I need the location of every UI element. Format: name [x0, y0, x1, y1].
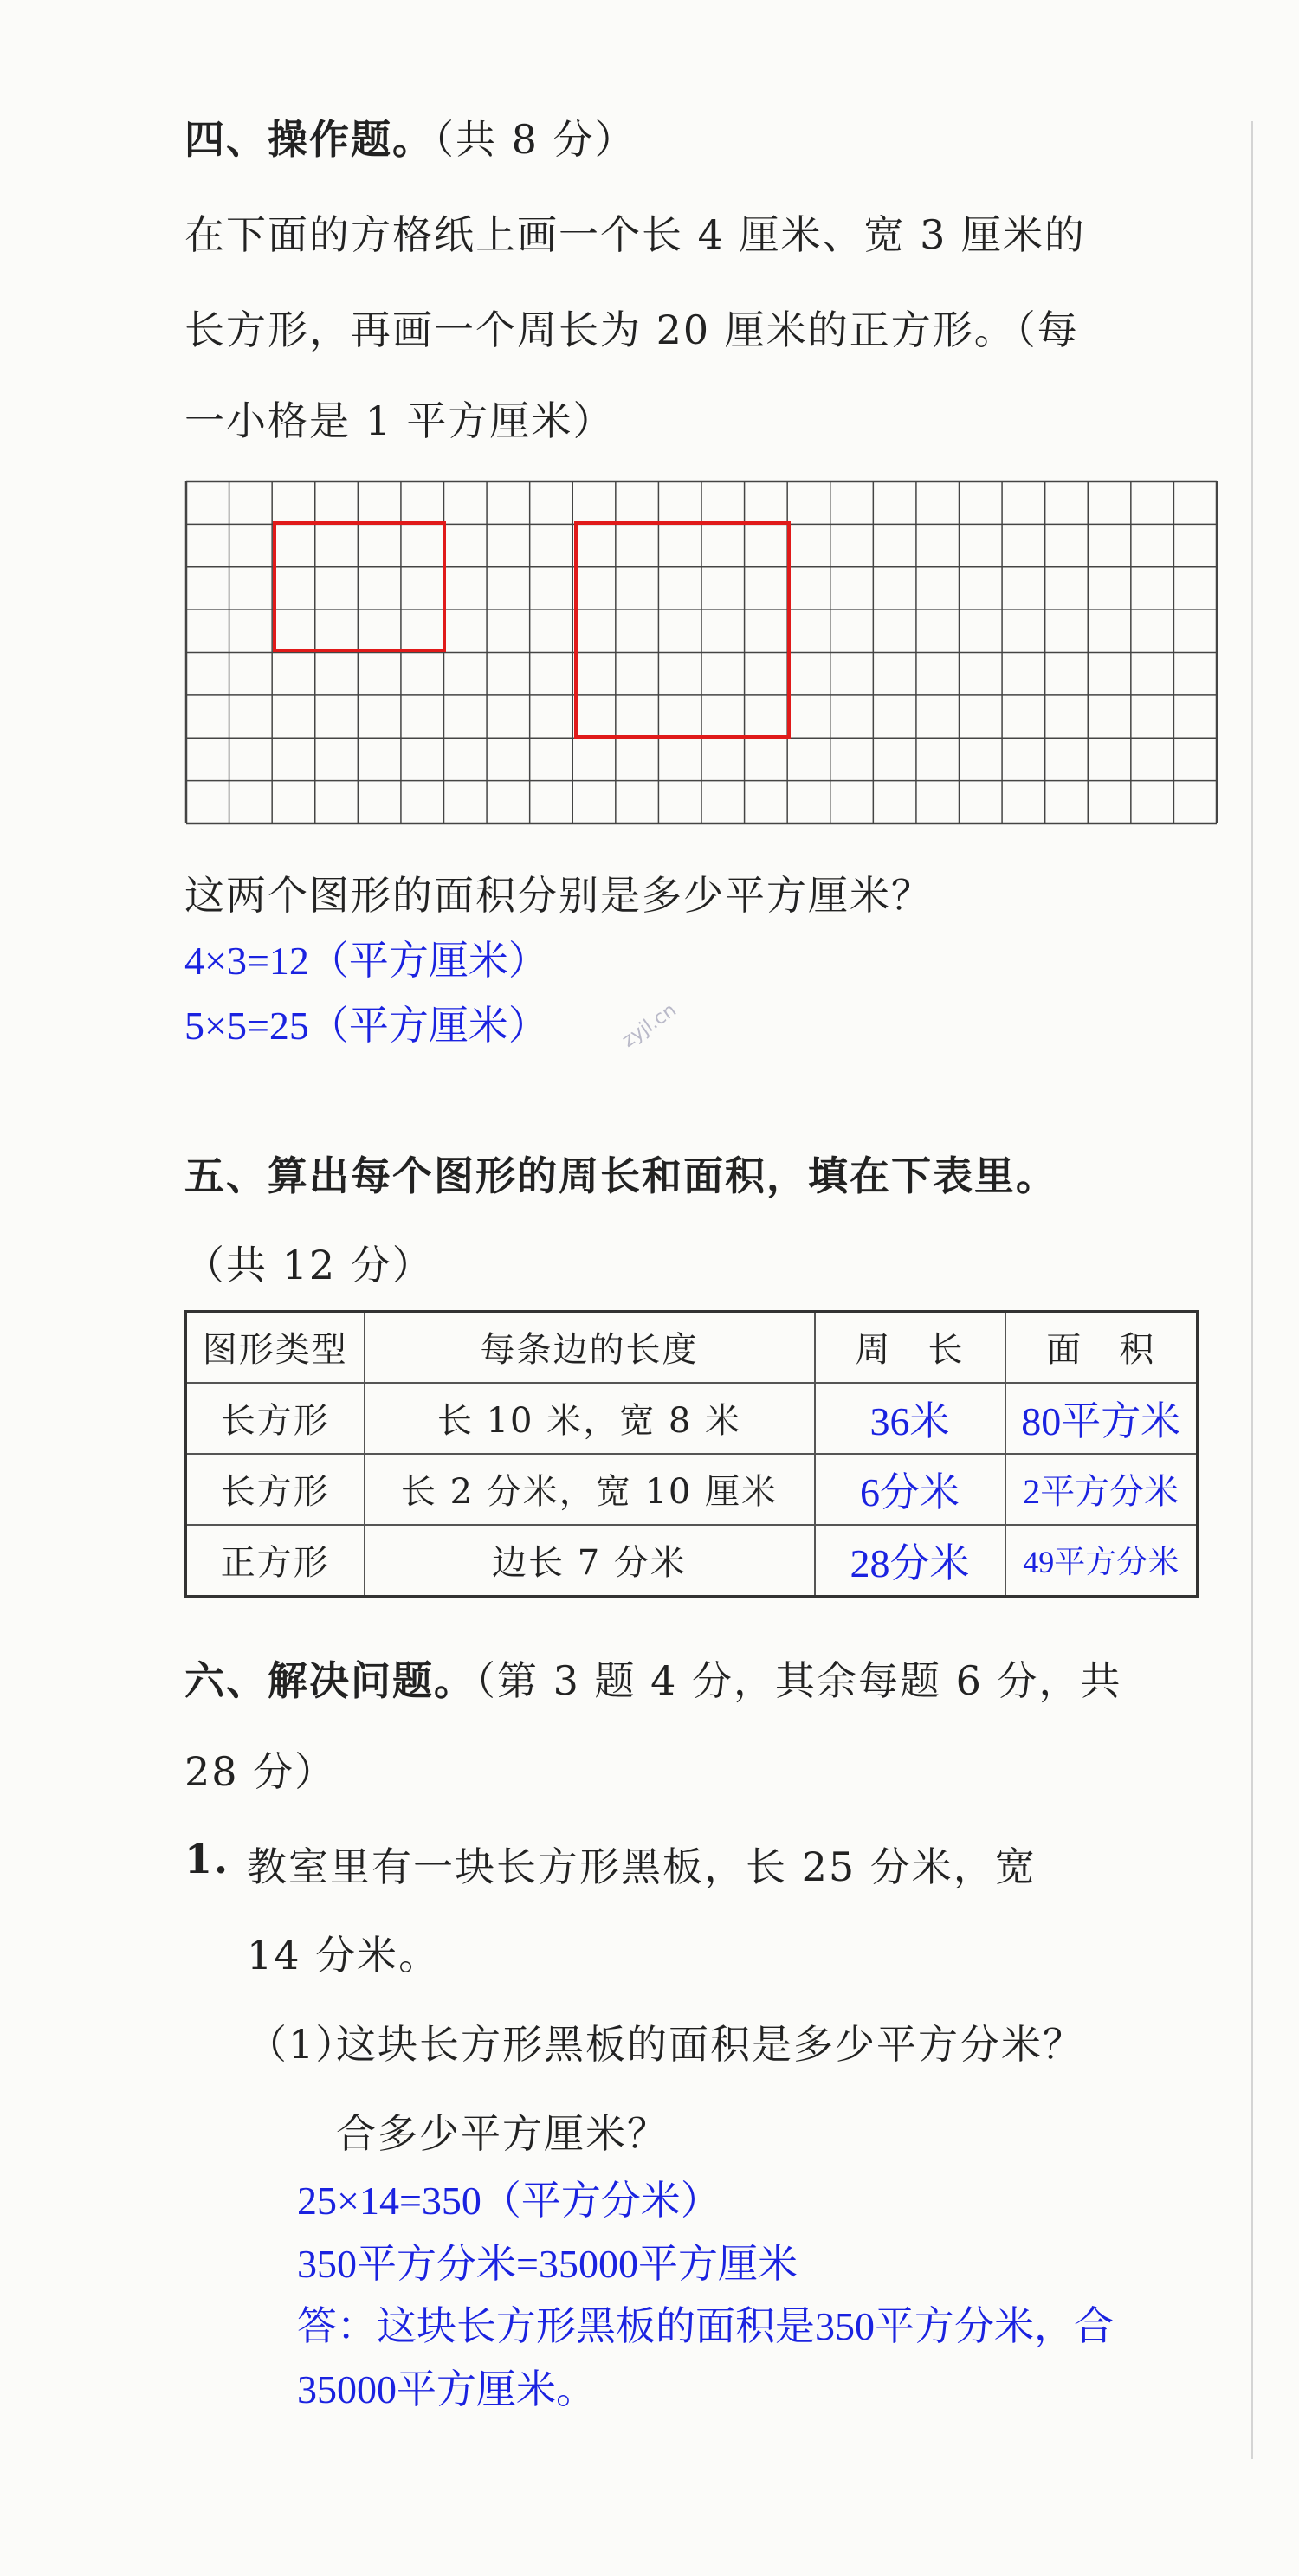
section5-title: 五、算出每个图形的周长和面积，填在下表里。	[184, 1152, 1057, 1199]
section4-line3: 一小格是 1 平方厘米）	[184, 397, 615, 444]
grid-lines	[186, 481, 1217, 823]
table-header-cell: 图形类型	[186, 1312, 365, 1383]
section6-title: 六、解决问题。	[184, 1657, 475, 1704]
section4-line1: 在下面的方格纸上画一个长 4 厘米、宽 3 厘米的	[184, 211, 1087, 258]
perimeter-area-table	[184, 1310, 1199, 1598]
side-length-cell: 长 10 米，宽 8 米	[365, 1383, 815, 1454]
watermark: zyjl.cn	[618, 999, 681, 1052]
area-answer-cell: 49平方分米	[1005, 1525, 1198, 1597]
section4-heading	[184, 108, 637, 165]
question1-line1: 教室里有一块长方形黑板，长 25 分米，宽	[247, 1843, 1037, 1890]
section4-title: 四、操作题。	[184, 116, 434, 163]
shape-type-cell: 长方形	[186, 1383, 365, 1454]
table-header-row	[186, 1312, 1198, 1383]
perimeter-answer-cell: 6分米	[815, 1454, 1005, 1525]
perimeter-answer-cell: 28分米	[815, 1525, 1005, 1597]
table-row	[186, 1383, 1198, 1454]
table-row	[186, 1454, 1198, 1525]
section6-score-line1: （第 3 题 4 分，其余每题 6 分，共	[475, 1657, 1122, 1704]
question1-line2: 14 分米。	[247, 1932, 441, 1979]
area-answer-cell: 80平方米	[1005, 1383, 1198, 1454]
rectangle-shape	[275, 523, 444, 650]
section4-answer2: 5×5=25（平方厘米）	[184, 1004, 548, 1048]
table-header-cell: 面 积	[1005, 1312, 1198, 1383]
square-shape	[576, 523, 789, 737]
table-header-cell: 周 长	[815, 1312, 1005, 1383]
grid-paper	[184, 480, 1219, 830]
section6-heading	[184, 1650, 1122, 1707]
question1-sub-number: （1）	[247, 2021, 358, 2068]
page-margin-rule	[1251, 121, 1253, 2459]
section5-score: （共 12 分）	[184, 1242, 434, 1288]
shape-type-cell: 长方形	[186, 1454, 365, 1525]
question1-number: 1.	[184, 1836, 230, 1882]
area-answer-cell: 2平方分米	[1005, 1454, 1198, 1525]
section4-answer1: 4×3=12（平方厘米）	[184, 939, 548, 983]
section4-line2: 长方形，再画一个周长为 20 厘米的正方形。（每	[184, 307, 1079, 353]
perimeter-answer-cell: 36米	[815, 1383, 1005, 1454]
grid-svg	[184, 480, 1219, 826]
table-row	[186, 1525, 1198, 1597]
side-length-cell: 长 2 分米，宽 10 厘米	[365, 1454, 815, 1525]
shape-type-cell: 正方形	[186, 1525, 365, 1597]
question1-sub-line2: 合多少平方厘米？	[336, 2110, 669, 2157]
question1-sub-line1: 这块长方形黑板的面积是多少平方分米？	[336, 2021, 1084, 2068]
question1-answer4: 35000平方厘米。	[297, 2367, 596, 2411]
question1-answer1: 25×14=350（平方分米）	[297, 2179, 721, 2223]
side-length-cell: 边长 7 分米	[365, 1525, 815, 1597]
question1-answer3: 答：这块长方形黑板的面积是350平方分米，合	[297, 2304, 1114, 2348]
section4-score: （共 8 分）	[434, 116, 637, 163]
section6-score-line2: 28 分）	[184, 1748, 337, 1795]
question1-answer2: 350平方分米=35000平方厘米	[297, 2242, 798, 2286]
table-header-cell: 每条边的长度	[365, 1312, 815, 1383]
section4-question: 这两个图形的面积分别是多少平方厘米？	[184, 872, 933, 919]
